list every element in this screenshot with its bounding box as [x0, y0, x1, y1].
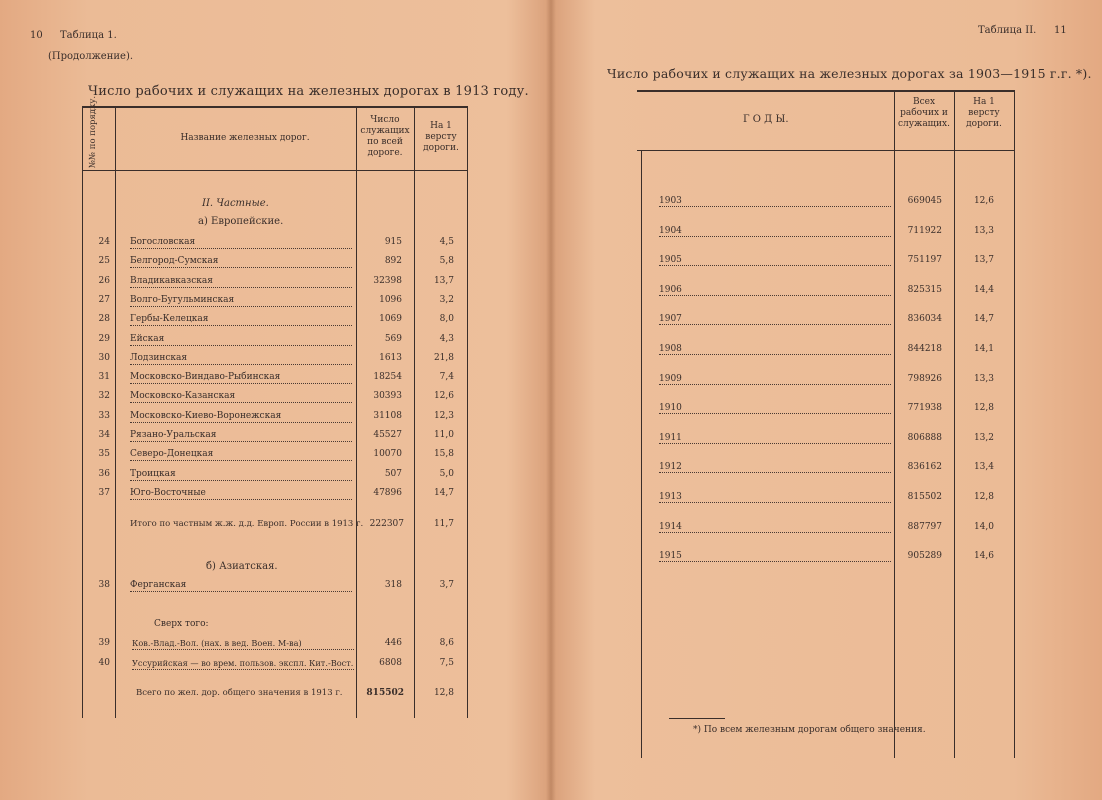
- right-header-years: Г О Д Ы.: [743, 114, 789, 125]
- railway-name: Белгород-Сумская: [130, 256, 352, 268]
- year-label: 1909: [659, 374, 891, 385]
- right-header-rule: [637, 150, 1014, 151]
- left-col-rule-1: [115, 106, 116, 718]
- per-verst: 4,5: [439, 237, 454, 247]
- grand-total-value: 815502: [366, 688, 404, 698]
- left-header-total: Число служащих по всей дороге.: [360, 115, 410, 158]
- year-label: 1911: [659, 433, 891, 444]
- year-total: 825315: [907, 284, 942, 295]
- row-number: 38: [98, 580, 110, 590]
- railway-name: Московско-Киево-Воронежская: [130, 411, 352, 423]
- row-number: 31: [98, 372, 110, 383]
- railway-name: Ков.-Влад.-Вол. (нах. в вед. Воен. М-ва): [132, 638, 354, 650]
- left-table-left-rule: [82, 106, 83, 718]
- per-verst: 4,3: [439, 333, 454, 344]
- year-per-verst: 12,8: [973, 403, 994, 414]
- left-table-top-rule: [82, 106, 468, 108]
- left-page-number: 10: [30, 30, 43, 41]
- row-number: 36: [98, 468, 110, 479]
- year-per-verst: 14,0: [973, 521, 994, 532]
- per-verst: 12,6: [433, 391, 454, 402]
- per-verst: 3,7: [439, 580, 454, 590]
- year-total: 844218: [907, 344, 942, 354]
- total-european-label: Итого по частным ж.ж. д.д. Европ. России в 1913 г.: [130, 519, 364, 529]
- per-verst: 11,0: [433, 430, 454, 440]
- row-number: 25: [98, 256, 110, 267]
- right-col-rule-2: [954, 90, 955, 758]
- year-total: 836034: [907, 314, 942, 325]
- year-per-verst: 13,7: [973, 255, 994, 266]
- year-total: 798926: [907, 373, 942, 384]
- left-col-rule-3: [414, 106, 415, 718]
- right-col-rule-1: [894, 90, 895, 758]
- row-number: 28: [98, 314, 110, 325]
- per-verst: 8,0: [439, 314, 454, 325]
- row-number: 30: [98, 352, 110, 363]
- right-table-title: Число рабочих и служащих на железных дорогах за 1903—1915 г.г. *).: [607, 66, 1092, 81]
- railway-name: Уссурийская — во врем. пользов. экспл. Кит.-Вост.: [132, 658, 354, 668]
- row-number: 37: [98, 487, 110, 498]
- year-per-verst: 14,4: [973, 284, 994, 295]
- right-page-number: 11: [1054, 25, 1067, 36]
- left-table-title: Число рабочих и служащих на железных дорогах в 1913 году.: [88, 84, 529, 99]
- employee-total: 45527: [373, 430, 402, 440]
- right-header-per-verst: На 1 версту дороги.: [966, 97, 1002, 129]
- right-table-right-rule: [1014, 90, 1015, 758]
- row-number: 34: [98, 430, 110, 440]
- year-per-verst: 12,6: [973, 196, 994, 206]
- row-number: 26: [98, 275, 110, 286]
- employee-total: 507: [384, 468, 402, 479]
- railway-name: Рязано-Уральская: [130, 430, 352, 442]
- per-verst: 5,0: [439, 468, 454, 479]
- employee-total: 892: [384, 256, 402, 267]
- row-number: 39: [98, 638, 110, 648]
- employee-total: 446: [384, 638, 402, 648]
- total-european-value: 222307: [369, 519, 404, 529]
- year-total: 751197: [907, 255, 942, 266]
- left-continued-label: (Продолжение).: [48, 51, 134, 62]
- year-label: 1913: [659, 492, 891, 503]
- row-number: 24: [98, 237, 110, 247]
- employee-total: 318: [384, 580, 402, 590]
- railway-name: Ферганская: [130, 580, 352, 592]
- row-number: 29: [98, 333, 110, 344]
- year-label: 1904: [659, 226, 891, 237]
- employee-total: 30393: [373, 391, 402, 402]
- right-table-label: Таблица II.: [978, 25, 1037, 36]
- railway-name: Волго-Бугульминская: [130, 295, 352, 307]
- total-european-per: 11,7: [433, 519, 454, 529]
- per-verst: 3,2: [439, 294, 454, 305]
- per-verst: 5,8: [439, 256, 454, 267]
- year-total: 905289: [907, 551, 942, 562]
- year-per-verst: 12,8: [973, 492, 994, 502]
- left-header-num: №№ по порядку.: [88, 95, 98, 168]
- year-label: 1906: [659, 285, 891, 296]
- subsection-european: а) Европейские.: [198, 216, 284, 227]
- railway-name: Московско-Виндаво-Рыбинская: [130, 372, 352, 384]
- year-label: 1905: [659, 255, 891, 266]
- year-label: 1908: [659, 344, 891, 355]
- employee-total: 1613: [379, 352, 402, 363]
- employee-total: 6808: [379, 658, 402, 668]
- employee-total: 47896: [373, 487, 402, 498]
- employee-total: 10070: [373, 449, 402, 460]
- right-table-left-rule: [641, 150, 642, 758]
- per-verst: 8,6: [439, 638, 454, 648]
- per-verst: 7,4: [439, 372, 454, 383]
- per-verst: 12,3: [433, 410, 454, 421]
- left-header-rule: [82, 170, 468, 171]
- row-number: 32: [98, 391, 110, 402]
- railway-name: Троицкая: [130, 469, 352, 481]
- row-number: 33: [98, 410, 110, 421]
- row-number: 35: [98, 449, 110, 460]
- year-per-verst: 14,1: [973, 344, 994, 354]
- right-table-top-rule: [637, 90, 1014, 92]
- left-table-right-rule: [467, 106, 468, 718]
- railway-name: Ейская: [130, 334, 352, 346]
- year-label: 1903: [659, 196, 891, 207]
- left-table-label: Таблица 1.: [60, 30, 117, 41]
- per-verst: 15,8: [433, 449, 454, 460]
- year-per-verst: 14,6: [973, 551, 994, 562]
- year-per-verst: 13,3: [973, 225, 994, 236]
- year-total: 887797: [907, 521, 942, 532]
- per-verst: 21,8: [433, 352, 454, 363]
- railway-name: Юго-Восточные: [130, 488, 352, 500]
- year-label: 1912: [659, 462, 891, 473]
- employee-total: 18254: [373, 372, 402, 383]
- footnote: *) По всем железным дорогам общего значения.: [693, 725, 926, 735]
- railway-name: Московско-Казанская: [130, 391, 352, 403]
- employee-total: 569: [384, 333, 402, 344]
- railway-name: Гербы-Келецкая: [130, 314, 352, 326]
- year-total: 806888: [907, 432, 942, 443]
- employee-total: 32398: [373, 275, 402, 286]
- besides-label: Сверх того:: [154, 619, 209, 629]
- railway-name: Лодзинская: [130, 353, 352, 365]
- year-per-verst: 14,7: [973, 314, 994, 325]
- grand-total-per: 12,8: [433, 688, 454, 698]
- grand-total-label: Всего по жел. дор. общего значения в 1913 г.: [136, 688, 343, 698]
- section-private: II. Частные.: [202, 198, 269, 209]
- footnote-rule: [669, 718, 725, 719]
- employee-total: 1069: [379, 314, 402, 325]
- left-header-per-verst: На 1 версту дороги.: [423, 121, 459, 153]
- row-number: 40: [98, 658, 110, 668]
- left-col-rule-2: [356, 106, 357, 718]
- right-header-total: Всех рабочих и служащих.: [897, 97, 950, 129]
- left-header-name: Название железных дорог.: [180, 133, 310, 143]
- per-verst: 14,7: [433, 487, 454, 498]
- year-label: 1907: [659, 314, 891, 325]
- year-per-verst: 13,3: [973, 373, 994, 384]
- year-total: 771938: [907, 403, 942, 414]
- year-total: 836162: [907, 462, 942, 473]
- railway-name: Северо-Донецкая: [130, 449, 352, 461]
- railway-name: Богословская: [130, 237, 352, 249]
- employee-total: 1096: [379, 294, 402, 305]
- subsection-asian: б) Азиатская.: [206, 561, 278, 572]
- row-number: 27: [98, 294, 110, 305]
- employee-total: 31108: [373, 410, 402, 421]
- year-label: 1910: [659, 403, 891, 414]
- year-label: 1914: [659, 522, 891, 533]
- year-per-verst: 13,4: [973, 462, 994, 473]
- per-verst: 7,5: [439, 658, 454, 668]
- right-page: [551, 0, 1102, 800]
- year-total: 711922: [907, 225, 942, 236]
- year-total: 815502: [907, 492, 942, 502]
- year-total: 669045: [907, 196, 942, 206]
- year-label: 1915: [659, 551, 891, 562]
- railway-name: Владикавказская: [130, 276, 352, 288]
- year-per-verst: 13,2: [973, 432, 994, 443]
- employee-total: 915: [384, 237, 402, 247]
- per-verst: 13,7: [433, 275, 454, 286]
